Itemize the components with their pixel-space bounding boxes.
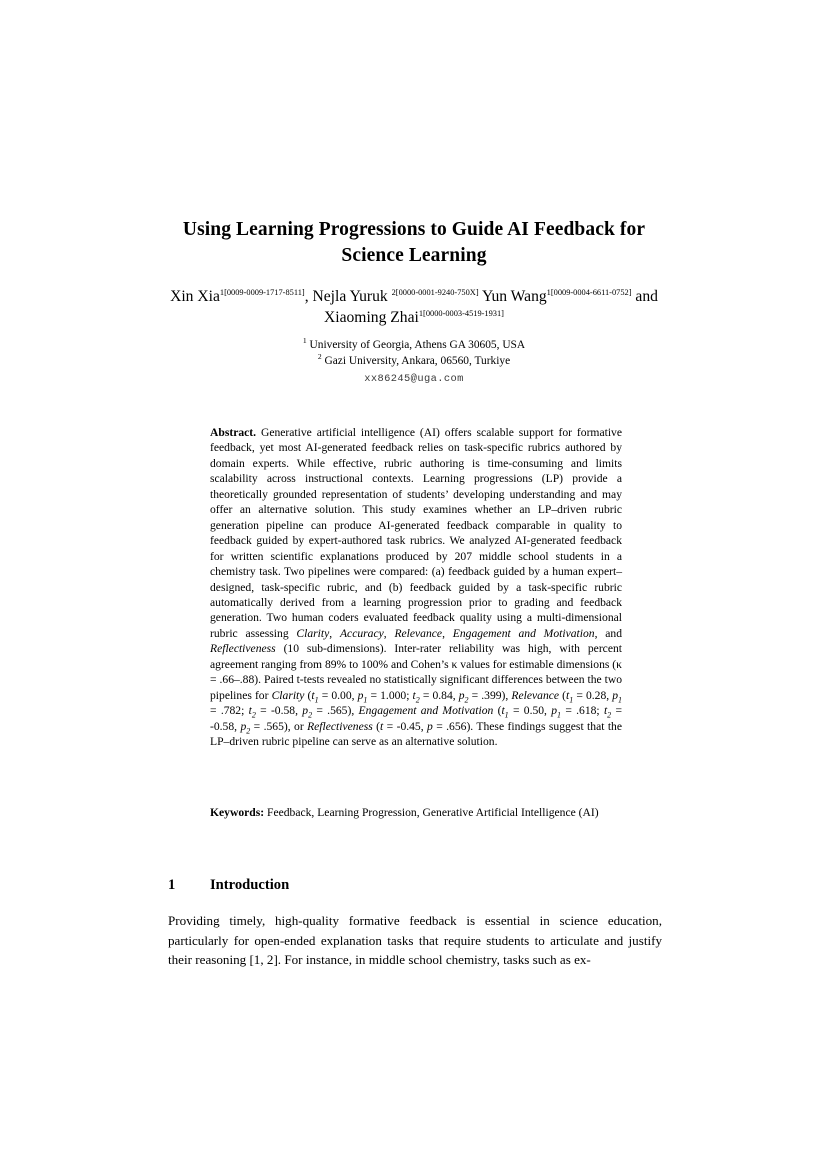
author-name-2: Nejla Yuruk: [312, 288, 392, 305]
stat1-open: (: [304, 688, 312, 702]
stat3-t1-symbol: t: [501, 704, 505, 718]
stat3-t2-subscript: 2: [607, 710, 612, 720]
abstract-label: Abstract.: [210, 426, 257, 439]
stat2-open: (: [559, 688, 566, 702]
stat1-t1-symbol: t: [311, 688, 315, 702]
abstract-comma-3: ,: [442, 626, 453, 640]
body-paragraph: Providing timely, high-quality formative feedback is essential in science education, particularly for open-ended explanation tasks that require students to articulate and justify their reasoning [1, 2]. For instance, in middle school chemistry, tasks such as ex-: [168, 913, 662, 968]
affiliation-1: [168, 338, 660, 354]
stat1-p1-symbol: p: [357, 688, 364, 702]
stat2-t2-subscript: 2: [251, 710, 256, 720]
stat3-p2-subscript: 2: [246, 725, 251, 735]
stat-dimension-relevance: Relevance: [511, 688, 560, 702]
author-list: [168, 286, 660, 328]
author-separator-3: and: [631, 288, 658, 305]
author-orcid-3: 1[0009-0004-6611-0752]: [546, 287, 632, 297]
abstract-text-part-2: (10 sub-dimensions). Inter-rater reliability was high, with percent agreement ranging from 89% to 100% and Cohen’s κ values for estimable dimensions (κ = .66–.88). Paired t-tests revealed no statistically significant differences between the two pipelines for: [210, 642, 622, 702]
affiliation-block: [168, 338, 660, 388]
affiliation-marker-2: 2: [317, 351, 322, 361]
affiliation-2: [168, 351, 660, 370]
stat2-p2-value: = .565),: [312, 704, 359, 718]
stat4-p-value: = .656).: [432, 719, 477, 733]
stat3-p1-subscript: 1: [557, 710, 562, 720]
stat4-t-value: = -0.45,: [383, 719, 428, 733]
stat2-p1-symbol: p: [612, 688, 619, 702]
section-title: Introduction: [210, 877, 290, 894]
affiliation-text-1: University of Georgia, Athens GA 30605, USA: [306, 339, 526, 351]
keywords-text: Feedback, Learning Progression, Generative Artificial Intelligence (AI): [264, 806, 599, 819]
stat1-p1-value: = 1.000;: [367, 688, 413, 702]
contact-email[interactable]: xx86245@uga.com: [364, 373, 464, 385]
stat1-t2-value: = 0.84,: [419, 688, 459, 702]
stat-dimension-clarity: Clarity: [271, 688, 305, 702]
stat1-p2-symbol: p: [458, 688, 465, 702]
abstract-comma-1: ,: [329, 626, 340, 640]
stat1-t2-subscript: 2: [415, 695, 420, 705]
author-orcid-4: 1[0000-0003-4519-1931]: [418, 308, 504, 318]
stat3-p2-symbol: p: [240, 719, 247, 733]
keywords-label: Keywords:: [210, 806, 265, 819]
rubric-dimension-engagement: Engagement and Motivation: [452, 626, 595, 640]
stat2-t2-value: = -0.58,: [255, 704, 303, 718]
stat1-p1-subscript: 1: [363, 695, 368, 705]
stat-dimension-engagement: Engagement and Motivation: [358, 704, 494, 718]
affiliation-marker-1: 1: [302, 336, 307, 346]
abstract-text-part-3: These findings suggest that the LP–driven rubric pipeline can serve as an alternative solution.: [210, 719, 623, 749]
rubric-dimension-clarity: Clarity: [296, 626, 330, 640]
abstract-section: [210, 425, 622, 750]
stat2-p2-subscript: 2: [308, 710, 313, 720]
stat2-p1-value: = .782;: [210, 704, 249, 718]
stat3-t2-value: = -0.58,: [210, 704, 622, 733]
section-number: 1: [168, 877, 176, 894]
affiliation-text-2: Gazi University, Ankara, 06560, Turkiye: [321, 354, 511, 367]
stat3-open: (: [493, 704, 502, 718]
stat1-p2-value: = .399),: [468, 688, 512, 702]
stat1-p2-subscript: 2: [464, 695, 469, 705]
stat4-p-symbol: p: [427, 719, 433, 733]
rubric-dimension-relevance: Relevance: [394, 626, 443, 640]
stat2-p1-subscript: 1: [618, 695, 623, 705]
author-name-3: Yun Wang: [481, 288, 547, 305]
stat3-t1-value: = 0.50,: [508, 704, 552, 718]
stat2-t1-symbol: t: [566, 688, 570, 702]
stat-dimension-reflectiveness: Reflectiveness: [307, 719, 373, 733]
stat2-t1-subscript: 1: [569, 695, 574, 705]
section-heading-introduction: [168, 875, 660, 895]
author-name-1: Xin Xia: [170, 288, 220, 305]
author-orcid-2: 2[0000-0001-9240-750X]: [391, 287, 479, 297]
stat3-t2-symbol: t: [603, 704, 608, 718]
author-separator-1: ,: [304, 288, 313, 305]
abstract-comma-2: ,: [383, 626, 395, 640]
stat3-p1-symbol: p: [551, 704, 558, 718]
stat3-t1-subscript: 1: [504, 710, 509, 720]
stat3-p2-value: = .565), or: [250, 719, 308, 733]
stat4-t-symbol: t: [380, 719, 384, 733]
author-orcid-1: 1[0009-0009-1717-8511]: [219, 287, 305, 297]
stat2-t1-value: = 0.28,: [573, 688, 613, 702]
stat1-t2-symbol: t: [412, 688, 416, 702]
abstract-text-part-1: Generative artificial intelligence (AI) offers scalable support for formative feedback, yet most AI-generated feedback relies on task-specific rubrics authored by domain experts. While effective, rubric authoring is time-consuming and limits scalability across instructional contexts. Learning progressions (LP) provide a theoretically grounded representation of students’ developing understanding and may offer an alternative solution. This study examines whether an LP–driven rubric generation pipeline can produce AI-generated feedback comparable in quality to feedback guided by expert-authored task rubrics. We analyzed AI-generated feedback for written scientific explanations produced by 207 middle school students in a chemistry task. Two pipelines were compared: (a) feedback guided by a human expert–designed, task-specific rubric, and (b) feedback guided by a task-specific rubric automatically derived from a learning progression prior to grading and feedback generation. Two human coders evaluated feedback quality using a multi-dimensional rubric assessing: [210, 426, 622, 640]
rubric-dimension-accuracy: Accuracy: [339, 626, 384, 640]
stat2-t2-symbol: t: [248, 704, 252, 718]
stat1-t1-value: = 0.00,: [318, 688, 358, 702]
stat4-open: (: [372, 719, 381, 733]
stat2-p2-symbol: p: [302, 704, 309, 718]
keywords-section: [210, 805, 622, 820]
abstract-comma-4: , and: [594, 626, 622, 640]
stat1-t1-subscript: 1: [314, 695, 319, 705]
author-name-4: Xiaoming Zhai: [324, 309, 419, 326]
page-title: Using Learning Progressions to Guide AI Feedback for Science Learning: [182, 219, 646, 267]
rubric-dimension-reflectiveness: Reflectiveness: [210, 642, 276, 656]
stat3-p1-value: = .618;: [561, 704, 604, 718]
